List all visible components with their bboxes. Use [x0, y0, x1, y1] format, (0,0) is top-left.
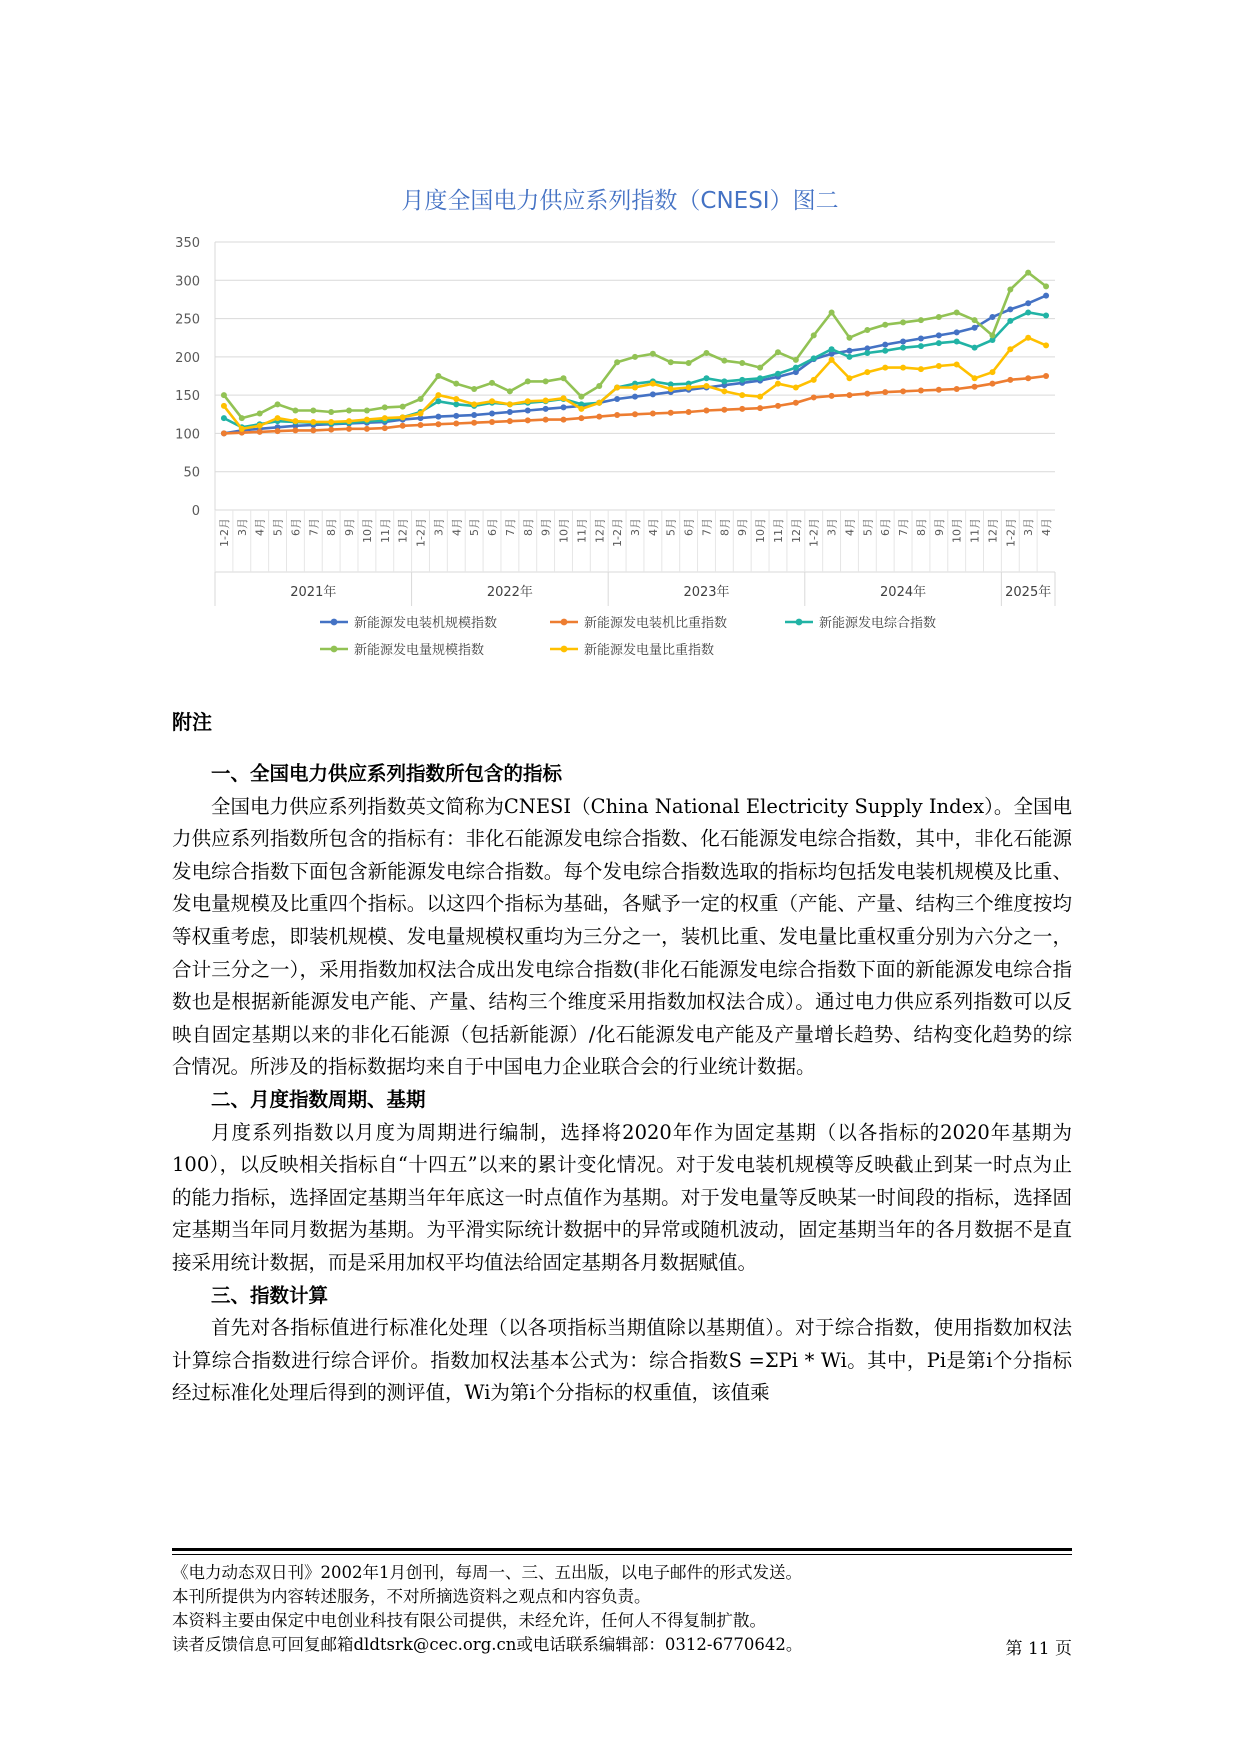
data-point: [703, 407, 709, 413]
data-point: [829, 346, 835, 352]
data-point: [471, 420, 477, 426]
x-tick-label: 11月: [575, 518, 589, 543]
data-point: [1025, 375, 1031, 381]
data-point: [561, 417, 567, 423]
data-point: [221, 430, 227, 436]
data-point: [793, 357, 799, 363]
x-tick-label: 10月: [754, 518, 768, 543]
x-tick-label: 8月: [718, 518, 732, 536]
section-paragraph-1: 全国电力供应系列指数英文简称为CNESI（China National Electricity Supply Index）。全国电力供应系列指数所包含的指标有：非化石能源发电综合指数、化石能源发电综合指数，其中，非化石能源发电综合指数下面包含新能源发电综合指数。每个发电综合指数选取的指标均包括发电装机规模及比重、发电量规模及比重四个指标。以这四个指标为基础，各赋予一定的权重（产能、产量、结构三个维度按均等权重考虑，即装机规模、发电量规模权重均为三分之一，装机比重、发电量比重权重分别为六分之一，合计三分之一），采用指数加权法合成出发电综合指数(非化石能源发电综合指数下面的新能源发电综合指数也是根据新能源发电产能、产量、结构三个维度采用指数加权法合成）。通过电力供应系列指数可以反映自固定基期以来的非化石能源（包括新能源）/化石能源发电产能及产量增长趋势、结构变化趋势的综合情况。所涉及的指标数据均来自于中国电力企业联合会的行业统计数据。: [172, 794, 1072, 1079]
data-point: [453, 420, 459, 426]
x-tick-label: 7月: [700, 518, 714, 536]
data-point: [507, 388, 513, 394]
data-point: [292, 407, 298, 413]
data-point: [561, 375, 567, 381]
legend-marker: [561, 619, 568, 626]
data-point: [775, 403, 781, 409]
data-point: [686, 409, 692, 415]
x-tick-label: 9月: [343, 518, 357, 536]
x-tick-label: 3月: [629, 518, 642, 536]
data-point: [864, 391, 870, 397]
data-point: [989, 332, 995, 338]
data-point: [1025, 335, 1031, 341]
data-point: [239, 426, 245, 432]
data-point: [489, 380, 495, 386]
data-point: [703, 350, 709, 356]
year-label: 2023年: [683, 585, 730, 600]
x-tick-label: 12月: [396, 518, 410, 543]
data-point: [757, 375, 763, 381]
data-point: [346, 407, 352, 413]
x-tick-label: 3月: [1022, 518, 1036, 536]
data-point: [382, 425, 388, 431]
data-point: [346, 418, 352, 424]
y-tick-label: 100: [175, 427, 200, 443]
data-point: [328, 419, 334, 425]
section-paragraph-3: 首先对各指标值进行标准化处理（以各项指标当期值除以基期值）。对于综合指数，使用指数加权法计算综合指数进行综合评价。指数加权法基本公式为：综合指数S =ΣPi * Wi。其中，Pi是第i个分指标经过标准化处理后得到的测评值，Wi为第i个分指标的权重值，该值乘: [172, 1316, 1072, 1405]
section-heading-1: 一、全国电力供应系列指数所包含的指标: [211, 762, 563, 785]
data-point: [650, 381, 656, 387]
data-point: [972, 345, 978, 351]
data-point: [918, 317, 924, 323]
data-point: [328, 427, 334, 433]
data-point: [275, 428, 281, 434]
data-point: [954, 329, 960, 335]
x-tick-label: 12月: [789, 518, 803, 543]
data-point: [900, 388, 906, 394]
data-point: [418, 396, 424, 402]
data-point: [846, 375, 852, 381]
data-point: [668, 410, 674, 416]
data-point: [954, 362, 960, 368]
data-point: [435, 421, 441, 427]
data-point: [471, 401, 477, 407]
x-tick-label: 1-2月: [1004, 517, 1018, 547]
legend-label: 新能源发电量比重指数: [584, 643, 715, 658]
data-point: [453, 401, 459, 407]
chart-title: 月度全国电力供应系列指数（CNESI）图二: [401, 188, 839, 214]
data-point: [310, 419, 316, 425]
data-point: [632, 394, 638, 400]
data-point: [721, 358, 727, 364]
x-tick-label: 7月: [503, 518, 517, 536]
data-point: [400, 404, 406, 410]
x-tick-label: 8月: [914, 518, 928, 536]
data-point: [400, 414, 406, 420]
data-point: [346, 426, 352, 432]
data-point: [721, 388, 727, 394]
data-point: [668, 359, 674, 365]
data-point: [614, 412, 620, 418]
data-point: [275, 401, 281, 407]
y-tick-label: 50: [183, 465, 200, 481]
data-point: [507, 409, 513, 415]
data-point: [775, 371, 781, 377]
data-point: [275, 415, 281, 421]
legend-marker: [331, 619, 338, 626]
x-tick-label: 6月: [682, 518, 696, 536]
data-point: [561, 395, 567, 401]
data-point: [793, 365, 799, 371]
data-point: [936, 340, 942, 346]
data-point: [936, 332, 942, 338]
legend-marker: [796, 619, 803, 626]
data-point: [739, 392, 745, 398]
data-point: [900, 339, 906, 345]
data-point: [1043, 313, 1049, 319]
footer-rule-thick: [172, 1548, 1072, 1551]
data-point: [811, 355, 817, 361]
data-point: [221, 415, 227, 421]
data-point: [453, 413, 459, 419]
data-point: [1043, 293, 1049, 299]
data-point: [739, 377, 745, 383]
legend-label: 新能源发电量规模指数: [354, 643, 485, 658]
data-point: [936, 363, 942, 369]
data-point: [811, 394, 817, 400]
data-point: [453, 381, 459, 387]
data-point: [650, 411, 656, 417]
data-point: [703, 375, 709, 381]
data-point: [257, 429, 263, 435]
legend-label: 新能源发电综合指数: [819, 616, 937, 631]
data-point: [489, 419, 495, 425]
data-point: [561, 404, 567, 410]
data-point: [471, 412, 477, 418]
data-point: [829, 309, 835, 315]
data-point: [793, 384, 799, 390]
data-point: [668, 386, 674, 392]
data-point: [954, 386, 960, 392]
data-point: [543, 406, 549, 412]
y-tick-label: 300: [175, 274, 200, 290]
footer-line-3: 本资料主要由保定中电创业科技有限公司提供，未经允许，任何人不得复制扩散。: [172, 1611, 766, 1630]
notes-body: [172, 758, 1072, 1410]
y-tick-label: 150: [175, 389, 200, 405]
data-point: [989, 314, 995, 320]
legend-label: 新能源发电装机比重指数: [584, 616, 728, 631]
data-point: [918, 335, 924, 341]
data-point: [525, 398, 531, 404]
data-point: [364, 417, 370, 423]
x-tick-label: 1-2月: [807, 518, 821, 547]
data-point: [632, 354, 638, 360]
data-point: [972, 317, 978, 323]
data-point: [650, 351, 656, 357]
data-point: [632, 384, 638, 390]
data-point: [489, 398, 495, 404]
data-point: [882, 342, 888, 348]
x-tick-label: 4月: [450, 518, 464, 536]
x-tick-label: 4月: [1040, 518, 1054, 536]
data-point: [257, 423, 263, 429]
data-point: [846, 348, 852, 354]
data-point: [989, 381, 995, 387]
x-tick-label: 6月: [879, 518, 893, 536]
data-point: [257, 411, 263, 417]
data-point: [614, 384, 620, 390]
data-point: [936, 387, 942, 393]
data-point: [614, 359, 620, 365]
data-point: [400, 423, 406, 429]
data-point: [596, 383, 602, 389]
section-heading-2: 二、月度指数周期、基期: [211, 1087, 426, 1111]
data-point: [775, 381, 781, 387]
x-tick-label: 4月: [253, 518, 267, 536]
legend-marker: [331, 646, 338, 653]
data-point: [435, 392, 441, 398]
data-point: [900, 365, 906, 371]
footer-rule-thin: [172, 1554, 1072, 1555]
x-tick-label: 12月: [986, 518, 1000, 543]
data-point: [864, 369, 870, 375]
y-tick-label: 350: [175, 236, 200, 251]
data-point: [596, 400, 602, 406]
x-tick-label: 8月: [325, 518, 339, 536]
data-point: [507, 401, 513, 407]
data-point: [864, 350, 870, 356]
x-tick-label: 5月: [271, 518, 285, 536]
data-point: [686, 360, 692, 366]
x-tick-label: 7月: [897, 518, 911, 536]
data-point: [989, 369, 995, 375]
x-tick-label: 1-2月: [611, 518, 625, 547]
x-tick-label: 10月: [360, 518, 374, 543]
x-tick-label: 8月: [521, 518, 535, 536]
data-point: [721, 378, 727, 384]
data-point: [632, 411, 638, 417]
year-label: 2022年: [486, 585, 533, 600]
legend-marker: [561, 646, 568, 653]
x-tick-label: 6月: [486, 518, 500, 536]
data-point: [1025, 309, 1031, 315]
section-paragraph-2: 月度系列指数以月度为周期进行编制，选择将2020年作为固定基期（以各指标的2020年基期为100），以反映相关指标自“十四五”以来的累计变化情况。对于发电装机规模等反映截止到某一时点为止的能力指标，选择固定基期当年年底这一时点值作为基期。对于发电量等反映某一时间段的指标，选择固定基期当年同月数据为基期。为平滑实际统计数据中的异常或随机波动，固定基期当年的各月数据不是直接采用统计数据，而是采用加权平均值法给固定基期各月数据赋值。: [172, 1120, 1072, 1274]
year-label: 2024年: [880, 585, 927, 600]
data-point: [739, 360, 745, 366]
data-point: [793, 400, 799, 406]
data-point: [435, 398, 441, 404]
data-point: [578, 406, 584, 412]
data-point: [757, 365, 763, 371]
y-tick-label: 200: [175, 350, 200, 366]
data-point: [846, 392, 852, 398]
x-tick-label: 9月: [932, 518, 946, 536]
data-point: [525, 378, 531, 384]
data-point: [703, 383, 709, 389]
x-tick-label: 11月: [968, 518, 982, 543]
x-tick-label: 3月: [235, 518, 249, 536]
data-point: [328, 409, 334, 415]
data-point: [775, 349, 781, 355]
data-point: [918, 343, 924, 349]
year-label: 2025年: [1005, 585, 1052, 600]
data-point: [1043, 373, 1049, 379]
data-point: [435, 373, 441, 379]
data-point: [846, 354, 852, 360]
data-point: [364, 426, 370, 432]
data-point: [972, 384, 978, 390]
data-point: [1007, 286, 1013, 292]
data-point: [757, 405, 763, 411]
x-tick-label: 11月: [771, 518, 785, 543]
data-point: [578, 415, 584, 421]
data-point: [596, 414, 602, 420]
data-point: [418, 411, 424, 417]
data-point: [918, 366, 924, 372]
data-point: [900, 345, 906, 351]
data-point: [972, 375, 978, 381]
data-point: [811, 377, 817, 383]
x-tick-label: 11月: [378, 518, 392, 543]
data-point: [829, 357, 835, 363]
x-tick-label: 7月: [307, 518, 321, 536]
data-point: [1043, 283, 1049, 289]
y-tick-label: 0: [191, 504, 200, 519]
data-point: [543, 378, 549, 384]
section-heading-3: 三、指数计算: [211, 1283, 329, 1307]
data-point: [900, 319, 906, 325]
data-point: [292, 418, 298, 424]
data-point: [418, 422, 424, 428]
data-point: [1043, 342, 1049, 348]
data-point: [382, 415, 388, 421]
data-point: [882, 322, 888, 328]
data-point: [525, 417, 531, 423]
data-point: [882, 365, 888, 371]
data-point: [578, 394, 584, 400]
data-point: [739, 406, 745, 412]
x-tick-label: 3月: [825, 518, 839, 536]
data-point: [1007, 306, 1013, 312]
data-point: [471, 386, 477, 392]
data-point: [721, 407, 727, 413]
data-point: [686, 384, 692, 390]
data-point: [954, 309, 960, 315]
x-tick-label: 3月: [432, 518, 446, 536]
x-tick-label: 1-2月: [217, 518, 231, 547]
data-point: [882, 389, 888, 395]
x-tick-label: 1-2月: [414, 518, 428, 547]
data-point: [882, 348, 888, 354]
x-tick-label: 5月: [468, 518, 482, 536]
data-point: [972, 325, 978, 331]
page-number: 第 11 页: [1005, 1639, 1072, 1659]
footer-line-4: 读者反馈信息可回复邮箱dldtsrk@cec.org.cn或电话联系编辑部：0312-6770642。: [172, 1635, 803, 1654]
data-point: [453, 396, 459, 402]
data-point: [525, 407, 531, 413]
data-point: [1007, 318, 1013, 324]
data-point: [310, 427, 316, 433]
data-point: [382, 404, 388, 410]
data-point: [1025, 300, 1031, 306]
x-tick-label: 9月: [539, 518, 553, 536]
x-tick-label: 6月: [289, 518, 303, 536]
y-tick-label: 250: [175, 312, 200, 328]
data-point: [650, 391, 656, 397]
data-point: [364, 407, 370, 413]
data-point: [1025, 270, 1031, 276]
footer-line-2: 本刊所提供为内容转述服务，不对所摘选资料之观点和内容负责。: [172, 1587, 651, 1606]
data-point: [846, 335, 852, 341]
data-point: [811, 332, 817, 338]
x-tick-label: 4月: [646, 518, 660, 536]
data-point: [829, 393, 835, 399]
x-tick-label: 4月: [843, 518, 857, 536]
data-point: [507, 418, 513, 424]
data-point: [1007, 377, 1013, 383]
x-tick-label: 5月: [861, 518, 875, 536]
line-chart: [0, 0, 1240, 680]
data-point: [543, 398, 549, 404]
x-tick-label: 5月: [664, 518, 678, 536]
data-point: [435, 414, 441, 420]
data-point: [239, 415, 245, 421]
data-point: [864, 327, 870, 333]
x-tick-label: 12月: [593, 518, 607, 543]
legend-label: 新能源发电装机规模指数: [354, 616, 498, 631]
year-label: 2021年: [290, 585, 337, 600]
footer-line-1: 《电力动态双日刊》2002年1月创刊，每周一、三、五出版，以电子邮件的形式发送。: [172, 1563, 802, 1582]
data-point: [489, 411, 495, 417]
x-tick-label: 10月: [950, 518, 964, 543]
data-point: [292, 427, 298, 433]
x-tick-label: 9月: [736, 518, 750, 536]
note-heading: 附注: [172, 710, 212, 734]
data-point: [918, 388, 924, 394]
data-point: [936, 314, 942, 320]
data-point: [221, 392, 227, 398]
data-point: [221, 403, 227, 409]
data-point: [543, 417, 549, 423]
data-point: [310, 407, 316, 413]
x-tick-label: 10月: [557, 518, 571, 543]
data-point: [954, 339, 960, 345]
data-point: [757, 394, 763, 400]
data-point: [1007, 346, 1013, 352]
data-point: [614, 396, 620, 402]
